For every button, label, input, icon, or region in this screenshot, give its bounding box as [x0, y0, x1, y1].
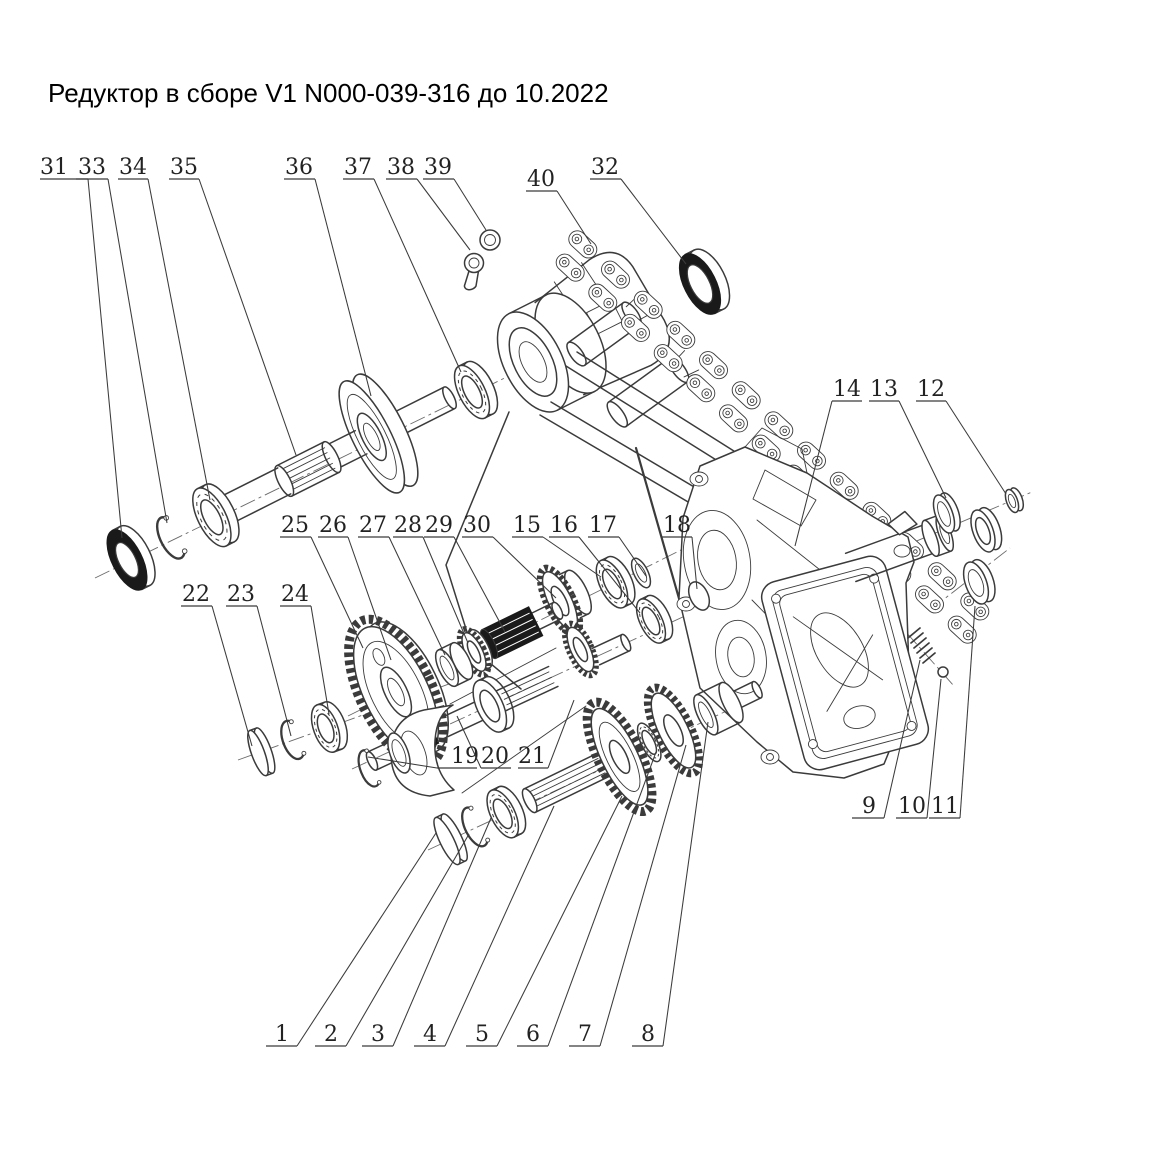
bearing-37 [447, 356, 504, 424]
callout-number: 38 [387, 155, 415, 180]
bearing-16 [631, 591, 679, 647]
callout-number: 39 [424, 155, 452, 180]
callout-number: 3 [371, 1022, 385, 1047]
bearing-ring-right [966, 505, 1006, 556]
seal-31 [99, 520, 163, 596]
callout-number: 16 [550, 513, 578, 538]
callout-34 [118, 155, 210, 500]
callout-number: 14 [833, 377, 861, 402]
input-shaft-assembly [86, 340, 482, 622]
callout-number: 23 [227, 582, 255, 607]
callout-number: 11 [931, 794, 959, 819]
callout-35 [169, 155, 296, 455]
callout-number: 40 [527, 167, 555, 192]
callout-37 [343, 155, 461, 372]
callout-number: 13 [870, 377, 898, 402]
seal-32 [671, 243, 738, 321]
gear-21 [559, 619, 603, 679]
callout-number: 32 [591, 155, 619, 180]
callout-number: 29 [425, 513, 453, 538]
callout-number: 19 [451, 744, 479, 769]
callout-number: 31 [40, 155, 68, 180]
callout-number: 1 [275, 1022, 289, 1047]
callout-number: 5 [475, 1022, 489, 1047]
callout-39 [423, 155, 486, 230]
callout-number: 25 [281, 513, 309, 538]
callout-number: 33 [78, 155, 106, 180]
callout-number: 26 [319, 513, 347, 538]
callout-5 [466, 796, 622, 1047]
callout-12 [916, 377, 1006, 494]
callout-number: 35 [170, 155, 198, 180]
callout-number: 28 [394, 513, 422, 538]
callout-31 [40, 155, 122, 538]
ring-13 [929, 490, 964, 535]
ring-12 [1003, 486, 1026, 514]
circlip-33 [151, 514, 188, 563]
callout-number: 12 [917, 377, 945, 402]
washer-39 [480, 230, 500, 250]
callout-number: 30 [463, 513, 491, 538]
flange-36 [327, 366, 430, 501]
callout-3 [362, 818, 491, 1047]
callout-33 [76, 155, 167, 523]
callout-24 [280, 582, 329, 714]
callout-number: 34 [119, 155, 147, 180]
callout-2 [315, 834, 469, 1047]
callout-number: 27 [359, 513, 387, 538]
callout-number: 17 [589, 513, 617, 538]
callout-number: 22 [182, 582, 210, 607]
callout-number: 6 [526, 1022, 540, 1047]
callout-number: 20 [481, 744, 509, 769]
callout-number: 8 [641, 1022, 655, 1047]
callout-number: 2 [324, 1022, 338, 1047]
callout-4 [414, 806, 554, 1047]
callout-36 [284, 155, 371, 396]
drawing-title: Редуктор в сборе V1 N000-039-316 до 10.2022 [48, 78, 609, 108]
callout-number: 10 [898, 794, 926, 819]
callout-number: 7 [578, 1022, 592, 1047]
callout-number: 9 [862, 794, 876, 819]
callout-number: 21 [518, 744, 546, 769]
callout-number: 37 [344, 155, 372, 180]
callout-32 [590, 155, 686, 264]
ball-10 [938, 667, 948, 677]
bearing-24 [306, 698, 353, 756]
bearing-34 [185, 478, 247, 552]
bolt-38 [464, 254, 483, 290]
callout-number: 24 [281, 582, 309, 607]
callout-number: 18 [663, 513, 691, 538]
callout-number: 4 [423, 1022, 437, 1047]
spring-9 [908, 628, 935, 663]
callout-1 [266, 833, 436, 1047]
callout-number: 15 [513, 513, 541, 538]
callout-number: 36 [285, 155, 313, 180]
callout-30 [462, 513, 556, 598]
